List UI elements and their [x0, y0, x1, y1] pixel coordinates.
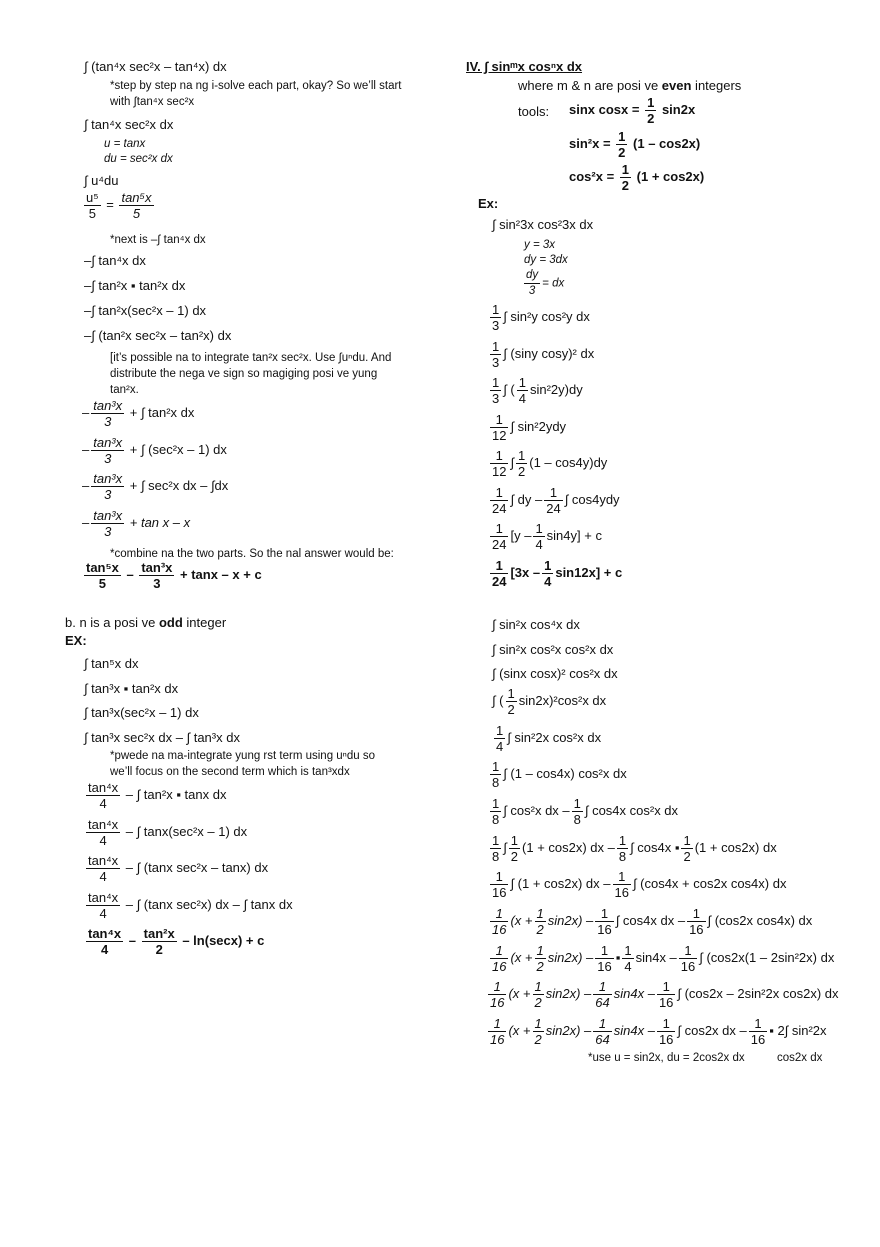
example-label-b: EX: — [65, 633, 87, 648]
step-b8: $\frac{\text{tan⁴x}}{4}$ – ∫ (tanx sec²x) dx – ∫ tanx dx — [88, 890, 293, 921]
step-d11: $\frac{1}{16}$ (x + $\frac{1}{2}$ sin2x) – $\frac{1}{16}$ ▪ $\frac{1}{4}$ sin4x – $\frac{1}{16}$ ∫ (cos2x(1 – 2sin²2x) dx — [492, 943, 835, 974]
step-c5: $\frac{1}{12}$ ∫ sin²2ydy — [492, 412, 567, 443]
step-a2: ∫ tan⁴x sec²x dx — [84, 117, 174, 132]
note-3a: [it’s possible na to integrate tan²x sec²x. Use ∫uⁿdu. And — [110, 352, 392, 364]
final-answer-a: $\frac{\text{tan⁵x}}{5}$ – $\frac{\text{tan³x}}{3}$ + tanx – x + c — [86, 560, 262, 591]
step-c8: $\frac{1}{24}$ [y – $\frac{1}{4}$ sin4y] + c — [492, 521, 602, 552]
where-line: where m & n are posi ve even integers — [518, 78, 742, 93]
identity-cos-squared: cos²x = $\frac{1}{2}$ (1 + cos2x) — [569, 162, 705, 193]
final-answer-b: $\frac{\text{tan⁴x}}{4}$ – $\frac{\text{tan²x}}{2}$ – ln(secx) + c — [88, 926, 265, 957]
step-a7: –∫ tan²x(sec²x – 1) dx — [84, 303, 207, 318]
step-c7: $\frac{1}{24}$ ∫ dy – $\frac{1}{24}$ ∫ cos4ydy — [492, 485, 620, 516]
step-b6: $\frac{\text{tan⁴x}}{4}$ – ∫ tanx(sec²x – 1) dx — [88, 817, 248, 848]
substitution-u: u = tanx — [104, 138, 146, 150]
step-d5: $\frac{1}{4}$ ∫ sin²2x cos²x dx — [496, 723, 602, 754]
section-b-heading: b. n is a posi ve odd integer — [65, 615, 227, 630]
section-iv-heading: IV. ∫ sinᵐx cosⁿx dx — [466, 59, 583, 74]
step-a3: ∫ u⁴du — [84, 173, 119, 188]
step-d4: ∫ ( $\frac{1}{2}$ sin2x)²cos²x dx — [492, 686, 607, 717]
substitution-du: du = sec²x dx — [104, 153, 173, 165]
note-5b: we’ll focus on the second term which is tan³xdx — [110, 766, 350, 778]
step-b3: ∫ tan³x(sec²x – 1) dx — [84, 705, 199, 720]
step-b2: ∫ tan³x ▪ tan²x dx — [84, 681, 179, 696]
step-c2: $\frac{1}{3}$ ∫ sin²y cos²y dx — [492, 302, 590, 333]
step-a1: ∫ (tan⁴x sec²x – tan⁴x) dx — [84, 59, 227, 74]
step-b7: $\frac{\text{tan⁴x}}{4}$ – ∫ (tanx sec²x – tanx) dx — [88, 853, 269, 884]
step-d9: $\frac{1}{16}$ ∫ (1 + cos2x) dx – $\frac{1}{16}$ ∫ (cos4x + cos2x cos4x) dx — [492, 869, 787, 900]
note-last: *use u = sin2x, du = 2cos2x dx — [588, 1052, 745, 1064]
substitution-dy-over-3: $\frac{dy}{3}$ = dx — [526, 269, 565, 297]
note-3c: tan²x. — [110, 384, 139, 396]
step-d8: $\frac{1}{8}$ ∫ $\frac{1}{2}$ (1 + cos2x) dx – $\frac{1}{8}$ ∫ cos4x ▪ $\frac{1}{2}$ (1 + cos2x) dx — [492, 833, 777, 864]
step-a9: – $\frac{\text{tan³x}}{3}$ + ∫ tan²x dx — [82, 398, 195, 429]
step-d3: ∫ (sinx cosx)² cos²x dx — [492, 666, 618, 681]
step-a5: –∫ tan⁴x dx — [84, 253, 146, 268]
tools-label: tools: — [518, 104, 550, 119]
step-d1: ∫ sin²x cos⁴x dx — [492, 617, 580, 632]
step-b5: $\frac{\text{tan⁴x}}{4}$ – ∫ tan²x ▪ tanx dx — [88, 780, 227, 811]
substitution-y: y = 3x — [524, 239, 556, 251]
final-answer-c: $\frac{1}{24}$ [3x – $\frac{1}{4}$ sin12x] + c — [492, 558, 623, 589]
step-d13: $\frac{1}{16}$ (x + $\frac{1}{2}$ sin2x) – $\frac{1}{64}$ sin4x – $\frac{1}{16}$ ∫ cos2x dx – $\frac{1}{16}$ ▪ 2∫ sin²2x — [490, 1016, 827, 1047]
step-c4: $\frac{1}{3}$ ∫ ( $\frac{1}{4}$ sin²2y)dy — [492, 375, 583, 406]
note-1a: *step by step na ng i-solve each part, okay? So we’ll start — [110, 80, 402, 92]
step-c6: $\frac{1}{12}$ ∫ $\frac{1}{2}$ (1 – cos4y)dy — [492, 448, 608, 479]
step-d12: $\frac{1}{16}$ (x + $\frac{1}{2}$ sin2x) – $\frac{1}{64}$ sin4x – $\frac{1}{16}$ ∫ (cos2x – 2sin²2x cos2x) dx — [490, 979, 839, 1010]
step-d10: $\frac{1}{16}$ (x + $\frac{1}{2}$ sin2x) – $\frac{1}{16}$ ∫ cos4x dx – $\frac{1}{16}$ ∫ (cos2x cos4x) dx — [492, 906, 813, 937]
step-b4: ∫ tan³x sec²x dx – ∫ tan³x dx — [84, 730, 240, 745]
step-a12: – $\frac{\text{tan³x}}{3}$ + tan x – x — [82, 508, 191, 539]
step-a6: –∫ tan²x ▪ tan²x dx — [84, 278, 186, 293]
step-a11: – $\frac{\text{tan³x}}{3}$ + ∫ sec²x dx – ∫dx — [82, 471, 229, 502]
identity-sinxcosx: sinx cosx = $\frac{1}{2}$ sin2x — [569, 95, 696, 126]
note-1b: with ∫tan⁴x sec²x — [110, 96, 195, 108]
step-a10: – $\frac{\text{tan³x}}{3}$ + ∫ (sec²x – 1) dx — [82, 435, 227, 466]
note-last-2: cos2x dx — [777, 1052, 823, 1064]
step-a4: $\frac{\text{u⁵}}{5}$ = $\frac{\text{tan⁵x}}{5}$ — [86, 190, 152, 221]
note-2: *next is –∫ tan⁴x dx — [110, 234, 206, 246]
example-label-iv: Ex: — [478, 196, 499, 211]
identity-sin-squared: sin²x = $\frac{1}{2}$ (1 – cos2x) — [569, 129, 701, 160]
step-b1: ∫ tan⁵x dx — [84, 656, 139, 671]
step-d6: $\frac{1}{8}$ ∫ (1 – cos4x) cos²x dx — [492, 759, 627, 790]
step-d7: $\frac{1}{8}$ ∫ cos²x dx – $\frac{1}{8}$ ∫ cos4x cos²x dx — [492, 796, 679, 827]
substitution-dy: dy = 3dx — [524, 254, 568, 266]
note-5a: *pwede na ma-integrate yung rst term using uⁿdu so — [110, 750, 376, 762]
step-c3: $\frac{1}{3}$ ∫ (siny cosy)² dx — [492, 339, 595, 370]
step-c1: ∫ sin²3x cos²3x dx — [492, 217, 594, 232]
step-a8: –∫ (tan²x sec²x – tan²x) dx — [84, 328, 232, 343]
note-3b: distribute the nega ve sign so magiging posi ve yung — [110, 368, 378, 380]
step-d2: ∫ sin²x cos²x cos²x dx — [492, 642, 614, 657]
note-4: *combine na the two parts. So the nal answer would be: — [110, 548, 394, 560]
